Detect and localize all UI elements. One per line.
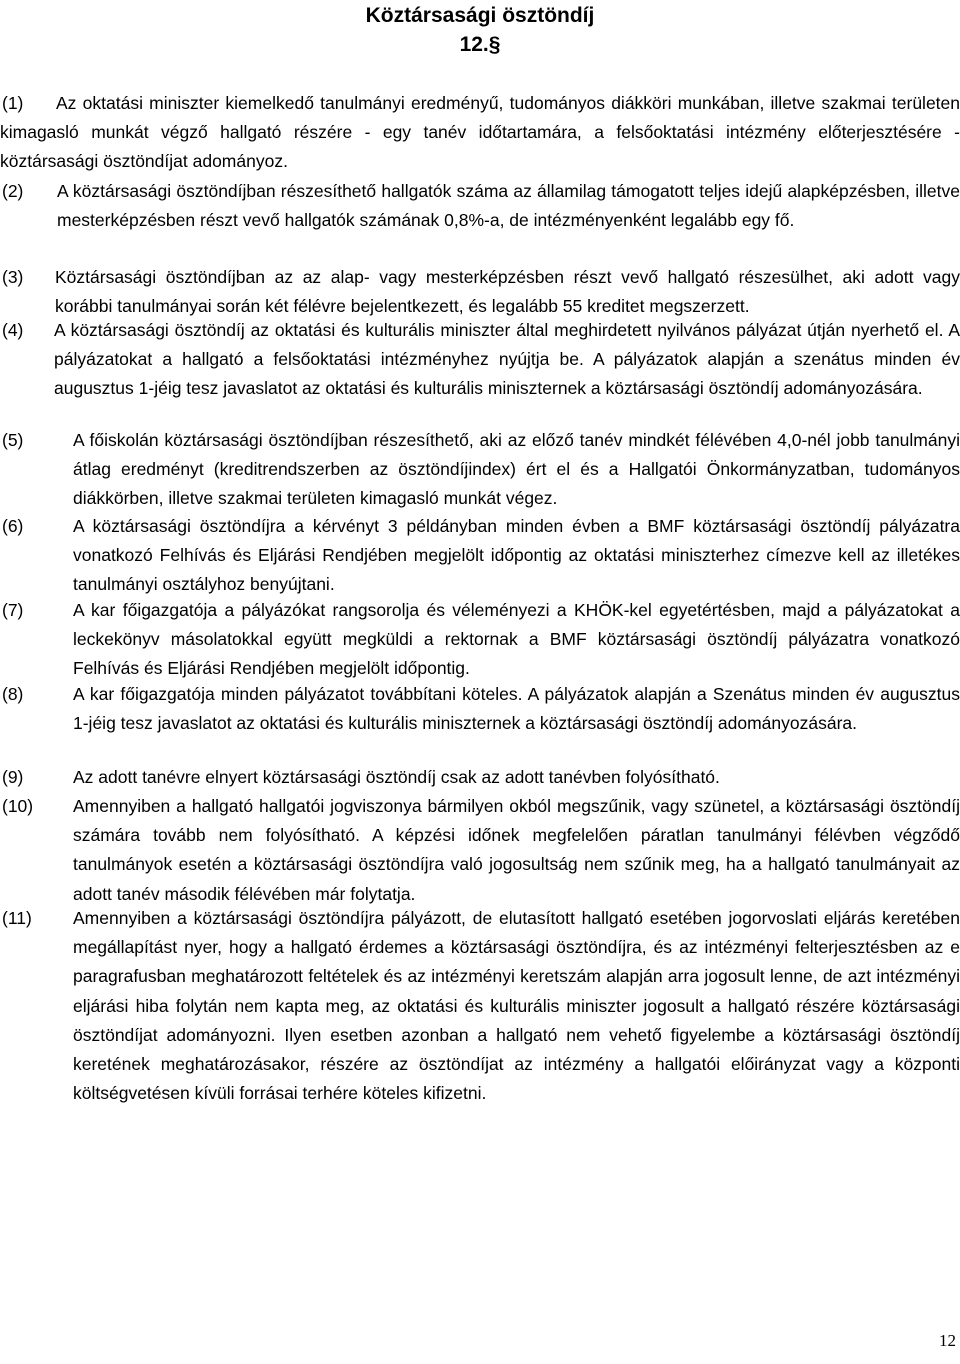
paragraph-text: A köztársasági ösztöndíj az oktatási és kulturális miniszter által meghirdetett nyilvános pályázat útján nyerhető el. A pályázatokat a hallgató a felsőoktatási intézményhez nyújtja be. A pályázatok alapján a szenátus minden év augusztus 1-jéig tesz javaslatot az oktatási és kulturális miniszternek a köztársasági ösztöndíj adományozására. xyxy=(54,320,960,399)
paragraph-10 xyxy=(0,792,960,909)
paragraph-text: A főiskolán köztársasági ösztöndíjban részesíthető, aki az előző tanév mindkét félévében 4,0-nél jobb tanulmányi átlag eredményt (kreditrendszerben az ösztöndíjindex) ért el és a Hallgatói Önkormányzatban, tudományos diákkörben, illetve szakmai területen kimagasló munkát végez. xyxy=(73,430,960,509)
paragraph-5 xyxy=(0,426,960,514)
paragraph-number: (5) xyxy=(2,430,24,450)
paragraph-number: (7) xyxy=(2,600,24,620)
paragraph-number: (2) xyxy=(2,181,24,201)
page-number: 12 xyxy=(939,1331,956,1350)
paragraph-7 xyxy=(0,596,960,684)
paragraph-text: Az oktatási miniszter kiemelkedő tanulmányi eredményű, tudományos diákköri munkában, illetve szakmai területen kimagasló munkát végző hallgató részére - egy tanév időtartamára, a felsőoktatási intézmény előterjesztésére - köztársasági ösztöndíjat adományoz. xyxy=(0,93,960,172)
paragraph-4 xyxy=(0,316,960,404)
paragraph-text: Köztársasági ösztöndíjban az az alap- vagy mesterképzésben részt vevő hallgató részesülhet, aki adott vagy korábbi tanulmányai során két félévre bejelentkezett, és legalább 55 kreditet megszerzett. xyxy=(55,267,960,317)
paragraph-3 xyxy=(0,263,960,321)
paragraph-text: Amennyiben a köztársasági ösztöndíjra pályázott, de elutasított hallgató esetében jogorvoslati eljárás keretében megállapítást nyer, hogy a hallgató érdemes a köztársasági ösztöndíjra, és az intézményi felterjesztésben az e paragrafusban meghatározott feltételek és az intézményi keretszám alapján arra jogosult lenne, de azt intézményi eljárási hiba folytán nem kapta meg, az oktatási és kulturális miniszter jogosult a hallgató részére köztársasági ösztöndíjat adományozni. Ilyen esetben azonban a hallgató nem vehető figyelembe a köztársasági ösztöndíj keretének meghatározásakor, részére az ösztöndíjat az intézmény a hallgatói előirányzat vagy a központi költségvetésen kívüli forrásai terhére köteles kifizetni. xyxy=(73,908,960,1104)
paragraph-number: (6) xyxy=(2,516,24,536)
paragraph-1 xyxy=(0,89,960,177)
paragraph-6 xyxy=(0,512,960,600)
paragraph-number: (3) xyxy=(2,267,24,287)
paragraph-number: (9) xyxy=(2,767,24,787)
paragraph-text: A kar főigazgatója minden pályázatot továbbítani köteles. A pályázatok alapján a Szenátus minden év augusztus 1-jéig tesz javaslatot az oktatási és kulturális miniszternek a köztársasági ösztöndíj adományozására. xyxy=(73,684,960,734)
paragraph-9 xyxy=(0,763,960,792)
document-title: Köztársasági ösztöndíj xyxy=(365,4,595,27)
paragraph-text: A köztársasági ösztöndíjra a kérvényt 3 példányban minden évben a BMF köztársasági ösztöndíj pályázatra vonatkozó Felhívás és Eljárási Rendjében megjelölt időpontig az oktatási miniszterhez címezve kell az illetékes tanulmányi osztályhoz benyújtani. xyxy=(73,516,960,595)
paragraph-text: A kar főigazgatója a pályázókat rangsorolja és véleményezi a KHÖK-kel egyetértésben, majd a pályázatokat a leckekönyv másolatokkal együtt megküldi a rektornak a BMF köztársasági ösztöndíj pályázatra vonatkozó Felhívás és Eljárási Rendjében megjelölt időpontig. xyxy=(73,600,960,679)
section-number: 12.§ xyxy=(459,33,501,56)
paragraph-11 xyxy=(0,904,960,1108)
paragraph-number: (11) xyxy=(2,908,32,928)
paragraph-number: (10) xyxy=(2,796,34,816)
paragraph-text: A köztársasági ösztöndíjban részesíthető hallgatók száma az államilag támogatott teljes idejű alapképzésben, illetve mesterképzésben részt vevő hallgatók számának 0,8%-a, de intézményenként legalább egy fő. xyxy=(57,181,960,231)
paragraph-8 xyxy=(0,680,960,738)
paragraph-number: (8) xyxy=(2,684,24,704)
paragraph-2 xyxy=(0,177,960,235)
paragraph-number: (1) xyxy=(2,93,24,113)
paragraph-text: Az adott tanévre elnyert köztársasági ösztöndíj csak az adott tanévben folyósítható. xyxy=(73,767,720,787)
paragraph-text: Amennyiben a hallgató hallgatói jogviszonya bármilyen okból megszűnik, vagy szünetel, a köztársasági ösztöndíj számára tovább nem folyósítható. A képzési időnek megfelelően páratlan tanulmányi félévben végződő tanulmányok esetén a köztársasági ösztöndíjra való jogosultság nem szűnik meg, ha a hallgató tanulmányait az adott tanév második félévében már folytatja. xyxy=(73,796,960,904)
paragraph-number: (4) xyxy=(2,320,24,340)
